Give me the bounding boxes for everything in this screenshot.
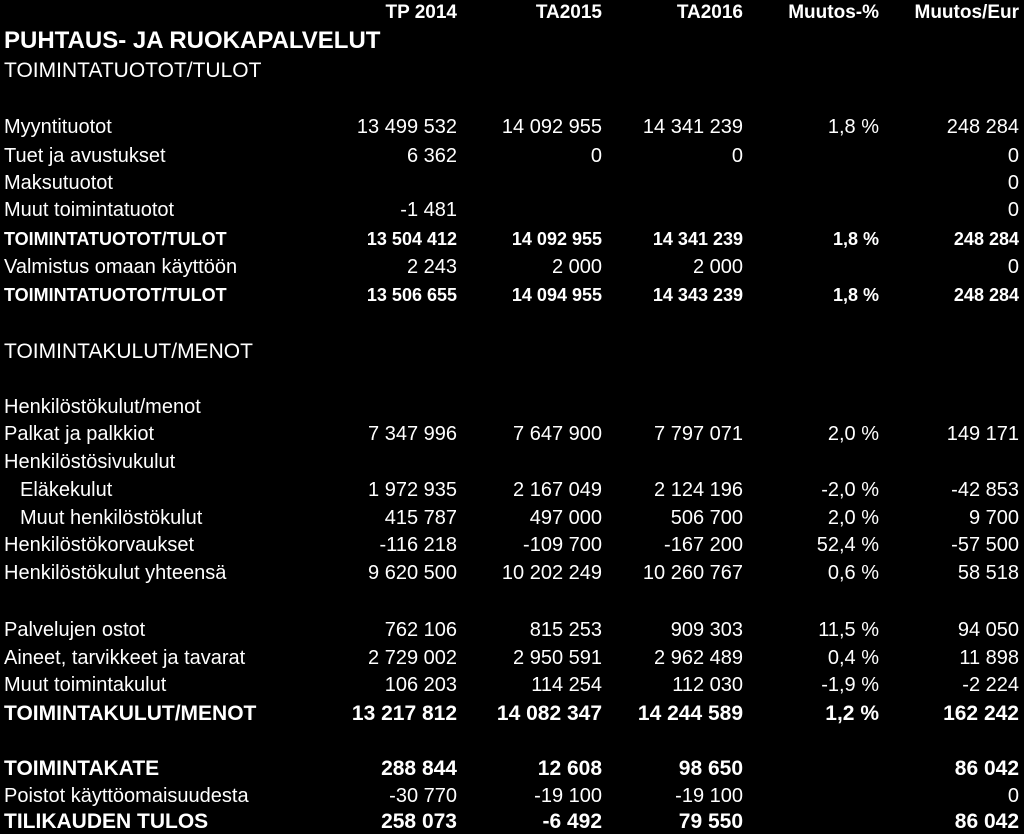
cell-ta2016: -19 100 [675, 785, 743, 807]
cell-change-percent: 11,5 % [818, 619, 879, 641]
cell-change-percent: 2,0 % [827, 423, 879, 445]
column-header-row [0, 2, 1024, 30]
table-row-subtotal [0, 229, 1024, 257]
cell-ta2016: 98 650 [678, 757, 743, 780]
table-row [0, 785, 1024, 813]
table-row-total [0, 285, 1024, 313]
row-label: TOIMINTATUOTOT/TULOT [4, 285, 227, 305]
column-header-ta2016: TA2016 [676, 2, 743, 23]
table-row [0, 199, 1024, 227]
row-label: Myyntituotot [4, 116, 112, 138]
cell-tp2014: 1 972 935 [368, 479, 457, 501]
cell-ta2015: 2 167 049 [513, 479, 602, 501]
table-row [0, 647, 1024, 675]
cell-change-percent: 0,6 % [827, 562, 879, 584]
table-row [0, 256, 1024, 284]
cell-ta2016: 506 700 [670, 507, 743, 529]
cell-change-eur: 149 171 [946, 423, 1019, 445]
cell-tp2014: 7 347 996 [368, 423, 457, 445]
cell-ta2016: 0 [731, 145, 743, 167]
row-label: Maksutuotot [4, 172, 113, 194]
table-row [0, 451, 1024, 479]
table-row [0, 423, 1024, 451]
row-label: TOIMINTATUOTOT/TULOT [4, 229, 227, 249]
table-row [0, 534, 1024, 562]
cell-tp2014: 415 787 [384, 507, 457, 529]
table-row [0, 116, 1024, 144]
cell-ta2016: 79 550 [678, 810, 743, 833]
row-label: TOIMINTAKULUT/MENOT [4, 702, 257, 725]
expense-heading: TOIMINTAKULUT/MENOT [4, 340, 253, 363]
row-label: Henkilöstökulut/menot [4, 396, 201, 418]
row-label: Palkat ja palkkiot [4, 423, 155, 445]
cell-change-eur: 162 242 [943, 702, 1019, 725]
cell-tp2014: 13 499 532 [356, 116, 457, 138]
cell-ta2016: 7 797 071 [654, 423, 743, 445]
column-header-tp2014: TP 2014 [385, 2, 457, 23]
cell-tp2014: 106 203 [384, 674, 457, 696]
cell-tp2014: 288 844 [381, 757, 457, 780]
table-row-total [0, 757, 1024, 785]
table-row [0, 674, 1024, 702]
cell-change-percent: 1,8 % [832, 229, 879, 249]
income-heading: TOIMINTATUOTOT/TULOT [4, 59, 262, 82]
cell-change-eur: 0 [1007, 199, 1019, 221]
cell-ta2015: 14 092 955 [501, 116, 602, 138]
cell-ta2015: -6 492 [542, 810, 602, 833]
row-label: Eläkekulut [20, 479, 113, 501]
cell-ta2015: 114 254 [531, 674, 602, 696]
cell-tp2014: 13 217 812 [351, 702, 457, 725]
cell-ta2016: 2 962 489 [654, 647, 743, 669]
cell-tp2014: 762 106 [384, 619, 457, 641]
cell-change-eur: 86 042 [954, 757, 1019, 780]
cell-change-percent: 2,0 % [827, 507, 879, 529]
cell-ta2016: 14 341 239 [642, 116, 743, 138]
section-title: PUHTAUS- JA RUOKAPALVELUT [4, 27, 381, 54]
table-row [0, 145, 1024, 173]
cell-change-eur: 248 284 [946, 116, 1019, 138]
row-label: Palvelujen ostot [4, 619, 146, 641]
cell-tp2014: 2 243 [406, 256, 457, 278]
cell-ta2015: 7 647 900 [513, 423, 602, 445]
cell-ta2015: 14 092 955 [511, 229, 602, 249]
cell-change-eur: 11 898 [959, 647, 1019, 669]
cell-change-percent: -2,0 % [821, 479, 879, 501]
cell-tp2014: -116 218 [379, 534, 457, 556]
cell-ta2016: 10 260 767 [642, 562, 743, 584]
column-header-change-percent: Muutos-% [788, 2, 879, 23]
row-label: TOIMINTAKATE [4, 757, 160, 780]
row-label: Henkilöstökorvaukset [4, 534, 195, 556]
cell-change-eur: 9 700 [968, 507, 1019, 529]
cell-change-eur: 58 518 [957, 562, 1019, 584]
cell-change-eur: 0 [1007, 172, 1019, 194]
row-label: Valmistus omaan käyttöön [4, 256, 238, 278]
cell-ta2015: 0 [590, 145, 602, 167]
cell-ta2016: 14 244 589 [637, 702, 743, 725]
cell-ta2016: 112 030 [672, 674, 743, 696]
cell-ta2016: 2 000 [692, 256, 743, 278]
cell-ta2015: 2 950 591 [513, 647, 602, 669]
row-label: Muut henkilöstökulut [20, 507, 203, 529]
cell-tp2014: 9 620 500 [368, 562, 457, 584]
cell-change-eur: 86 042 [954, 810, 1019, 833]
cell-tp2014: 6 362 [406, 145, 457, 167]
cell-change-percent: 0,4 % [827, 647, 879, 669]
table-row-total [0, 810, 1024, 834]
cell-tp2014: 13 504 412 [366, 229, 457, 249]
cell-change-eur: -42 853 [951, 479, 1019, 501]
cell-tp2014: -1 481 [400, 199, 457, 221]
cell-tp2014: 13 506 655 [366, 285, 457, 305]
cell-ta2015: 2 000 [551, 256, 602, 278]
cell-ta2015: -109 700 [523, 534, 602, 556]
cell-change-percent: 1,2 % [825, 702, 879, 725]
cell-change-eur: 0 [1007, 256, 1019, 278]
cell-change-eur: 0 [1007, 145, 1019, 167]
row-label: Muut toimintatuotot [4, 199, 175, 221]
cell-change-eur: 248 284 [953, 285, 1019, 305]
row-label: Tuet ja avustukset [4, 145, 166, 167]
row-label: Poistot käyttöomaisuudesta [4, 785, 249, 807]
cell-change-eur: -57 500 [951, 534, 1019, 556]
cell-change-eur: 248 284 [953, 229, 1019, 249]
row-label: Muut toimintakulut [4, 674, 167, 696]
table-row [0, 507, 1024, 535]
cell-ta2016: 909 303 [670, 619, 743, 641]
cell-ta2015: 497 000 [529, 507, 602, 529]
cell-ta2016: -167 200 [664, 534, 743, 556]
cell-tp2014: -30 770 [389, 785, 457, 807]
cell-ta2015: 14 082 347 [496, 702, 602, 725]
row-label: Aineet, tarvikkeet ja tavarat [4, 647, 246, 669]
table-row [0, 396, 1024, 424]
cell-ta2015: 815 253 [529, 619, 602, 641]
cell-change-eur: 94 050 [957, 619, 1019, 641]
row-label: TILIKAUDEN TULOS [4, 810, 209, 833]
cell-change-percent: 1,8 % [827, 116, 879, 138]
table-row [0, 172, 1024, 200]
cell-change-percent: -1,9 % [821, 674, 879, 696]
row-label: Henkilöstösivukulut [4, 451, 176, 473]
column-header-ta2015: TA2015 [535, 2, 602, 23]
table-row-total [0, 702, 1024, 730]
cell-tp2014: 258 073 [381, 810, 457, 833]
cell-ta2015: 12 608 [537, 757, 602, 780]
cell-change-eur: -2 224 [962, 674, 1019, 696]
table-row [0, 562, 1024, 590]
table-row [0, 479, 1024, 507]
cell-change-percent: 1,8 % [832, 285, 879, 305]
cell-tp2014: 2 729 002 [368, 647, 457, 669]
cell-ta2016: 14 343 239 [652, 285, 743, 305]
cell-change-percent: 52,4 % [816, 534, 879, 556]
column-header-change-eur: Muutos/Eur [914, 2, 1019, 23]
table-row [0, 619, 1024, 647]
cell-ta2015: 10 202 249 [501, 562, 602, 584]
cell-ta2016: 14 341 239 [652, 229, 743, 249]
row-label: Henkilöstökulut yhteensä [4, 562, 227, 584]
cell-change-eur: 0 [1007, 785, 1019, 807]
cell-ta2015: 14 094 955 [511, 285, 602, 305]
cell-ta2015: -19 100 [534, 785, 602, 807]
cell-ta2016: 2 124 196 [654, 479, 743, 501]
